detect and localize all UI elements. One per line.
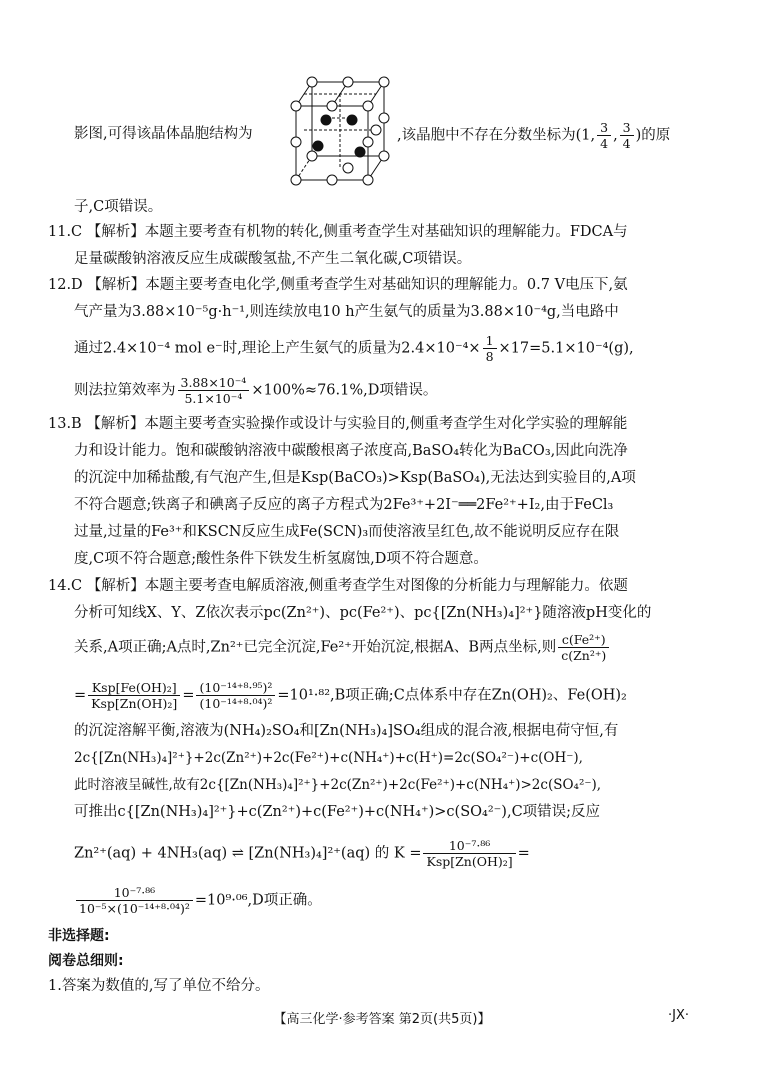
footer-code: ·JX·	[668, 1008, 690, 1023]
q12-line-2: 气产量为3.88×10⁻⁵g·h⁻¹,则连续放电10 h产生氨气的质量为3.88×10⁻⁴g,当电路中	[74, 304, 619, 320]
q13-line-2: 力和设计能力。饱和碳酸钠溶液中碳酸根离子浓度高,BaSO₄转化为BaCO₃,因此向洗净	[74, 443, 628, 459]
rule-1: 1.答案为数值的,写了单位不给分。	[48, 978, 270, 994]
power-ratio-fraction: $\frac{\text{(10⁻¹⁴⁺⁸·⁹⁵)²}}{\text{(10⁻¹⁴⁺⁸·⁰⁴)²}}$	[196, 680, 275, 711]
q14-line-2: 分析可知线X、Y、Z依次表示pc(Zn²⁺)、pc(Fe²⁺)、pc{[Zn(NH₃)₄]²⁺}随溶液pH变化的	[74, 605, 652, 621]
crystal-line-after: ,该晶胞中不存在分数坐标为(1, $\frac{3}{4}$ , $\frac{3}{4}$ )的原	[397, 120, 671, 151]
k-value-fraction: $\frac{\text{10⁻⁷·⁸⁶}}{\text{10⁻⁵×(10⁻¹⁴⁺⁸·⁰⁴)²}}$	[76, 885, 193, 916]
q14-line-7: 此时溶液呈碱性,故有2c{[Zn(NH₃)₄]²⁺}+2c(Zn²⁺)+2c(Fe²⁺)+c(NH₄⁺)>2c(SO₄²⁻),	[74, 777, 602, 793]
q14-line-1: 14.C 【解析】本题主要考查电解质溶液,侧重考查学生对图像的分析能力与理解能力。依题	[48, 578, 628, 594]
fraction-3-4-b: $\frac{3}{4}$	[620, 120, 634, 151]
fe-zn-ratio-fraction: $\frac{\text{c(Fe²⁺)}}{\text{c(Zn²⁺)}}$	[558, 632, 609, 663]
fraction-3-4-a: $\frac{3}{4}$	[597, 120, 611, 151]
q11-line-1: 11.C 【解析】本题主要考查有机物的转化,侧重考查学生对基础知识的理解能力。FDCA与	[48, 224, 628, 240]
q11-line-2: 足量碳酸钠溶液反应生成碳酸氢盐,不产生二氧化碳,C项错误。	[74, 251, 472, 267]
non-choice-heading: 非选择题:	[48, 928, 110, 944]
q12-line-3: 通过2.4×10⁻⁴ mol e⁻时,理论上产生氨气的质量为2.4×10⁻⁴× $\frac{1}{8}$ ×17=5.1×10⁻⁴(g),	[74, 333, 634, 364]
crystal-text-before: 影图,可得该晶体晶胞结构为	[74, 126, 253, 142]
faraday-fraction: $\frac{\text{3.88×10⁻⁴}}{\text{5.1×10⁻⁴}}$	[178, 375, 250, 406]
q14-line-6: 2c{[Zn(NH₃)₄]²⁺}+2c(Zn²⁺)+2c(Fe²⁺)+c(NH₄⁺)+c(H⁺)=2c(SO₄²⁻)+c(OH⁻),	[74, 750, 583, 766]
q12-line-1: 12.D 【解析】本题主要考查电化学,侧重考查学生对基础知识的理解能力。0.7 V电压下,氨	[48, 277, 628, 293]
fraction-1-8: $\frac{1}{8}$	[483, 333, 497, 364]
k-fraction: $\frac{\text{10⁻⁷·⁸⁶}}{\text{Ksp[Zn(OH)₂]}}$	[423, 838, 515, 869]
q13-line-6: 度,C项不符合题意;酸性条件下铁发生析氢腐蚀,D项不符合题意。	[74, 551, 488, 567]
page-footer: 【高三化学·参考答案 第2页(共5页)】	[273, 1012, 491, 1027]
q13-line-4: 不符合题意;铁离子和碘离子反应的离子方程式为2Fe³⁺+2I⁻══2Fe²⁺+I₂,由于FeCl₃	[74, 497, 614, 513]
ksp-ratio-fraction: $\frac{\text{Ksp[Fe(OH)₂]}}{\text{Ksp[Zn(OH)₂]}}$	[88, 680, 180, 711]
line-zi: 子,C项错误。	[74, 199, 163, 215]
q14-line-5: 的沉淀溶解平衡,溶液为(NH₄)₂SO₄和[Zn(NH₃)₄]SO₄组成的混合液,根据电荷守恒,有	[74, 723, 619, 739]
rules-title: 阅卷总细则:	[48, 953, 124, 969]
q14-line-8: 可推出c{[Zn(NH₃)₄]²⁺}+c(Zn²⁺)+c(Fe²⁺)+c(NH₄⁺)>c(SO₄²⁻),C项错误;反应	[74, 804, 601, 820]
q14-line-3: 关系,A项正确;A点时,Zn²⁺已完全沉淀,Fe²⁺开始沉淀,根据A、B两点坐标,则 $\frac{\text{c(Fe²⁺)}}{\text{c(Zn²⁺)}}$	[74, 632, 696, 663]
q14-line-10: $\frac{\text{10⁻⁷·⁸⁶}}{\text{10⁻⁵×(10⁻¹⁴⁺⁸·⁰⁴)²}}$ =10⁹·⁰⁶,D项正确。	[74, 885, 696, 916]
q13-line-1: 13.B 【解析】本题主要考查实验操作或设计与实验目的,侧重考查学生对化学实验的理解能	[48, 416, 628, 432]
q12-line-4: 则法拉第效率为 $\frac{\text{3.88×10⁻⁴}}{\text{5.1×10⁻⁴}}$ ×100%≈76.1%,D项错误。	[74, 375, 438, 406]
q14-line-4: = $\frac{\text{Ksp[Fe(OH)₂]}}{\text{Ksp[Zn(OH)₂]}}$ = $\frac{\text{(10⁻¹⁴⁺⁸·⁹⁵)²}}{\text{(10⁻¹⁴⁺⁸·⁰⁴)²}}$ =10¹·⁸²,B项正确;C点体系中存在Zn(OH)₂、Fe(OH)₂	[74, 680, 627, 711]
q14-line-9: Zn²⁺(aq) + 4NH₃(aq) ⇌ [Zn(NH₃)₄]²⁺(aq) 的 K = $\frac{\text{10⁻⁷·⁸⁶}}{\text{Ksp[Zn(OH)₂]}}$ =	[74, 838, 530, 869]
q13-line-5: 过量,过量的Fe³⁺和KSCN反应生成Fe(SCN)₃而使溶液呈红色,故不能说明反应存在限	[74, 524, 620, 540]
q13-line-3: 的沉淀中加稀盐酸,有气泡产生,但是Ksp(BaCO₃)>Ksp(BaSO₄),无法达到实验目的,A项	[74, 470, 636, 486]
crystal-cell-diagram	[290, 76, 390, 188]
